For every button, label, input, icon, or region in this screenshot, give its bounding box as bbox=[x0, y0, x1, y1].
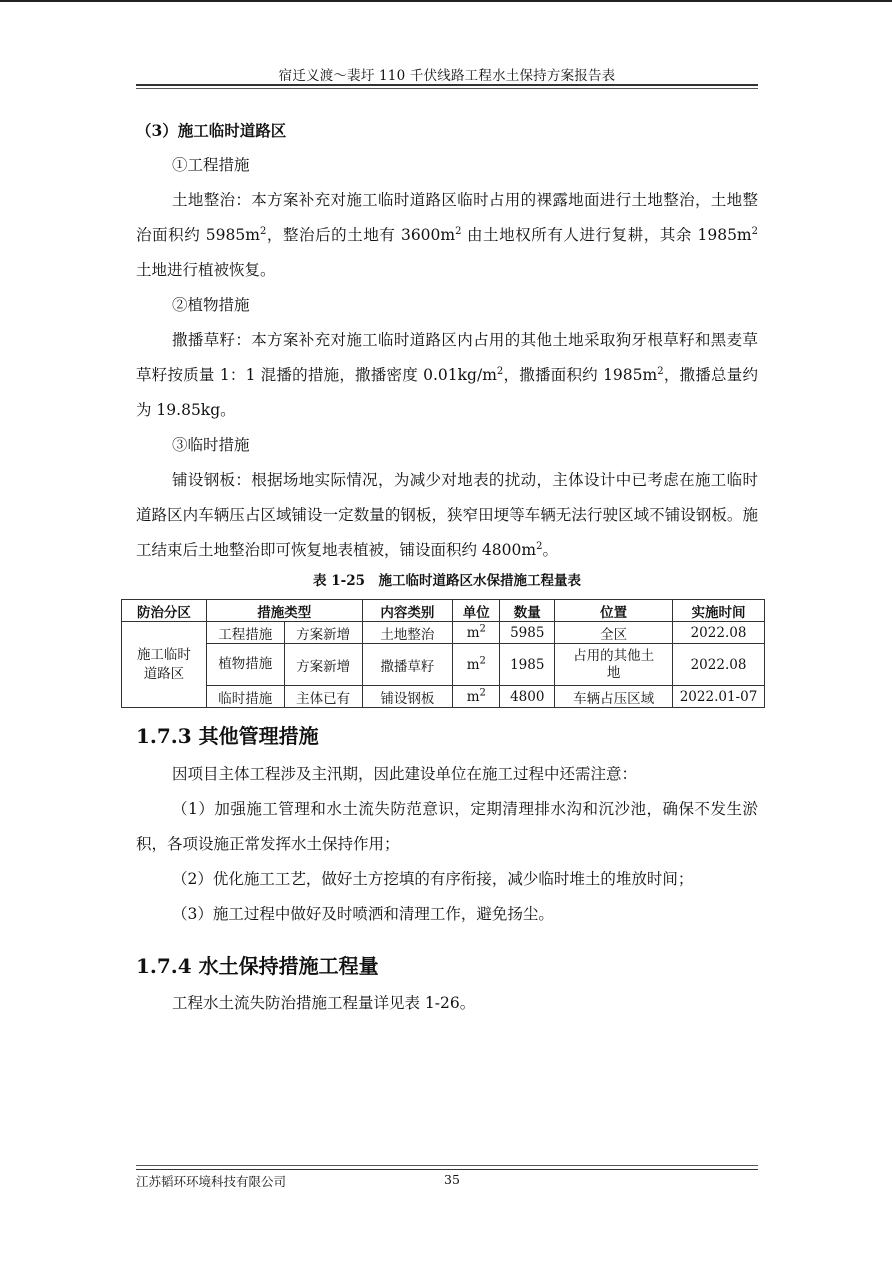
section-1-7-3-intro: 因项目主体工程涉及主汛期，因此建设单位在施工过程中还需注意： bbox=[172, 765, 638, 783]
cell-time: 2022.08 bbox=[673, 622, 765, 644]
measure-item-3: （3）施工过程中做好及时喷洒和清理工作，避免扬尘。 bbox=[172, 905, 554, 923]
cell-unit: $m^2$ bbox=[453, 686, 500, 708]
plant-measures-title: ②植物措施 bbox=[172, 296, 250, 314]
col-header-zone: 防治分区 bbox=[122, 600, 207, 622]
cell-quantity: 1985 bbox=[500, 644, 555, 686]
cell-location: 全区 bbox=[555, 622, 673, 644]
cell-content: 土地整治 bbox=[362, 622, 453, 644]
section-1-7-3-heading: 1.7.3 其他管理措施 bbox=[136, 724, 319, 748]
col-header-location: 位置 bbox=[555, 600, 673, 622]
measures-table bbox=[121, 599, 765, 708]
footer-rule-thick bbox=[136, 1169, 758, 1170]
page-number: 35 bbox=[444, 1172, 460, 1187]
header-rule bbox=[136, 84, 758, 86]
zone-cell: 施工临时道路区 bbox=[122, 622, 207, 708]
measure-item-2: （2）优化施工工艺，做好土方挖填的有序衔接，减少临时堆土的堆放时间； bbox=[172, 870, 694, 888]
cell-unit: $m^2$ bbox=[453, 622, 500, 644]
cell-location: 车辆占压区域 bbox=[555, 686, 673, 708]
plant-measures-text: 撒播草籽：本方案补充对施工临时道路区内占用的其他土地采取狗牙根草籽和黑麦草草籽按质量 1：1 混播的措施，撒播密度 $0.01kg/m^2$，撒播面积约 $1985m^2$，撒播总量约为 19.85kg。 bbox=[136, 331, 758, 419]
section-heading: （3）施工临时道路区 bbox=[136, 121, 287, 140]
header-rule-thin bbox=[136, 88, 758, 89]
temporary-measures-text: 铺设钢板：根据场地实际情况，为减少对地表的扰动，主体设计中已考虑在施工临时道路区内车辆压占区域铺设一定数量的钢板，狭窄田埂等车辆无法行驶区域不铺设钢板。施工结束后土地整治即可恢复地表植被，铺设面积约 $4800m^2$。 bbox=[136, 471, 758, 559]
col-header-content: 内容类别 bbox=[362, 600, 453, 622]
cell-time: 2022.08 bbox=[673, 644, 765, 686]
cell-type: 工程措施 bbox=[206, 622, 284, 644]
cell-time: 2022.01-07 bbox=[673, 686, 765, 708]
table-row bbox=[122, 644, 765, 686]
page-top-border bbox=[0, 0, 892, 2]
section-1-7-4-text: 工程水土流失防治措施工程量详见表 1-26。 bbox=[172, 994, 476, 1012]
footer-rule bbox=[136, 1165, 758, 1166]
table-row bbox=[122, 686, 765, 708]
footer-company: 江苏韬环环境科技有限公司 bbox=[136, 1174, 287, 1189]
col-header-unit: 单位 bbox=[453, 600, 500, 622]
table-header-row bbox=[122, 600, 765, 622]
cell-quantity: 4800 bbox=[500, 686, 555, 708]
cell-type: 植物措施 bbox=[206, 644, 284, 686]
measure-item-1: （1）加强施工管理和水土流失防范意识，定期清理排水沟和沉沙池，确保不发生淤积，各项设施正常发挥水土保持作用； bbox=[136, 800, 758, 853]
col-header-quantity: 数量 bbox=[500, 600, 555, 622]
section-1-7-4-heading: 1.7.4 水土保持措施工程量 bbox=[136, 954, 379, 978]
cell-content: 铺设钢板 bbox=[362, 686, 453, 708]
engineering-measures-text: 土地整治：本方案补充对施工临时道路区临时占用的裸露地面进行土地整治，土地整治面积约 $5985m^2$，整治后的土地有 $3600m^2$ 由土地权所有人进行复耕，其余 $1985m^2$ 土地进行植被恢复。 bbox=[136, 191, 759, 279]
cell-location: 占用的其他土地 bbox=[555, 644, 673, 686]
running-header: 宿迁义渡～裴圩 110 千伏线路工程水土保持方案报告表 bbox=[278, 68, 616, 84]
table-row bbox=[122, 622, 765, 644]
cell-source: 主体已有 bbox=[284, 686, 362, 708]
temporary-measures-title: ③临时措施 bbox=[172, 436, 250, 454]
col-header-measure-type: 措施类型 bbox=[206, 600, 362, 622]
table-caption: 表 1-25 施工临时道路区水保措施工程量表 bbox=[313, 573, 581, 589]
col-header-time: 实施时间 bbox=[673, 600, 765, 622]
engineering-measures-title: ①工程措施 bbox=[172, 156, 250, 174]
cell-content: 撒播草籽 bbox=[362, 644, 453, 686]
cell-type: 临时措施 bbox=[206, 686, 284, 708]
cell-unit: $m^2$ bbox=[453, 644, 500, 686]
cell-source: 方案新增 bbox=[284, 622, 362, 644]
cell-quantity: 5985 bbox=[500, 622, 555, 644]
cell-source: 方案新增 bbox=[284, 644, 362, 686]
